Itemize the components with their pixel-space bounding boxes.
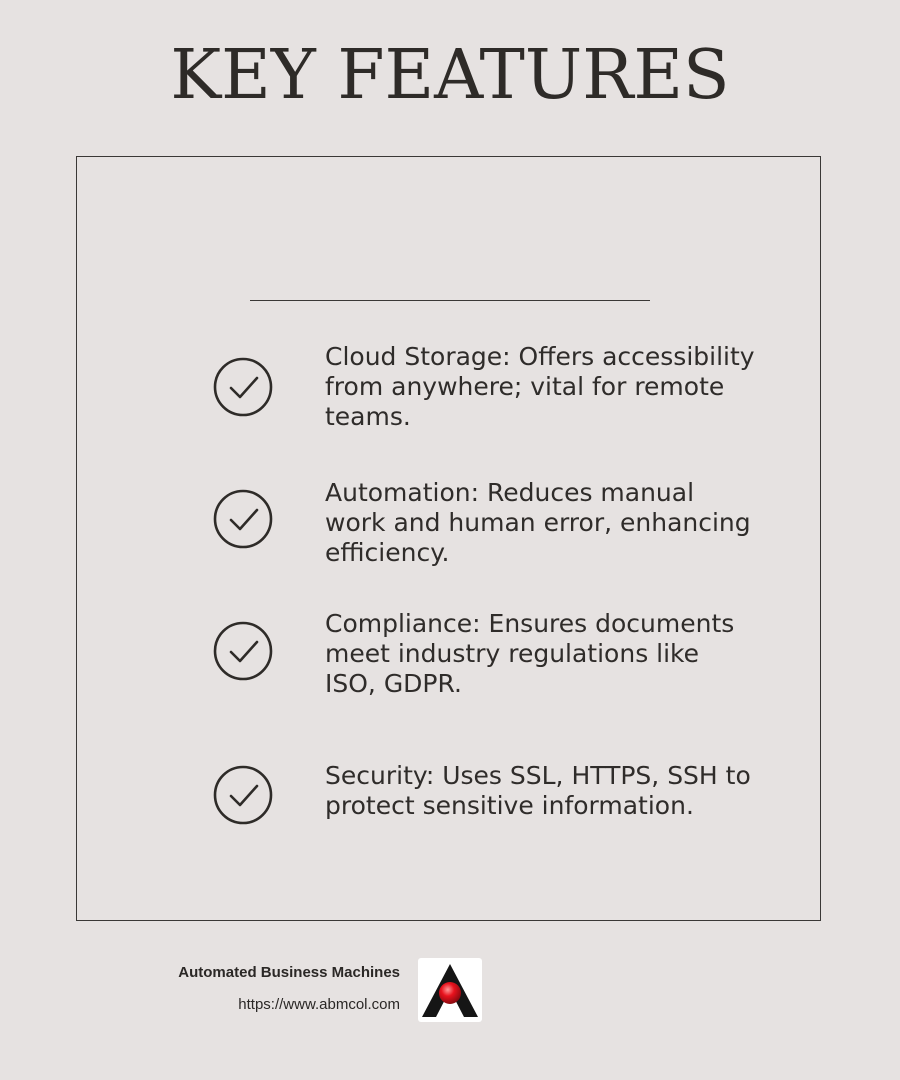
feature-text: Automation: Reduces manual work and human error, enhancing efficiency. — [325, 478, 751, 567]
abm-logo-icon — [418, 958, 482, 1022]
feature-text: Cloud Storage: Offers accessibility from anywhere; vital for remote teams. — [325, 342, 755, 431]
company-url[interactable]: https://www.abmcol.com — [238, 996, 400, 1013]
check-circle-icon — [213, 357, 273, 417]
company-name: Automated Business Machines — [178, 964, 400, 981]
check-circle-icon — [213, 489, 273, 549]
page-title: KEY FEATURES — [170, 36, 730, 115]
feature-text: Security: Uses SSL, HTTPS, SSH to protect sensitive information. — [325, 761, 751, 820]
check-circle-icon — [213, 621, 273, 681]
divider-line — [250, 300, 650, 301]
check-circle-icon — [213, 765, 273, 825]
feature-text: Compliance: Ensures documents meet industry regulations like ISO, GDPR. — [325, 609, 735, 698]
